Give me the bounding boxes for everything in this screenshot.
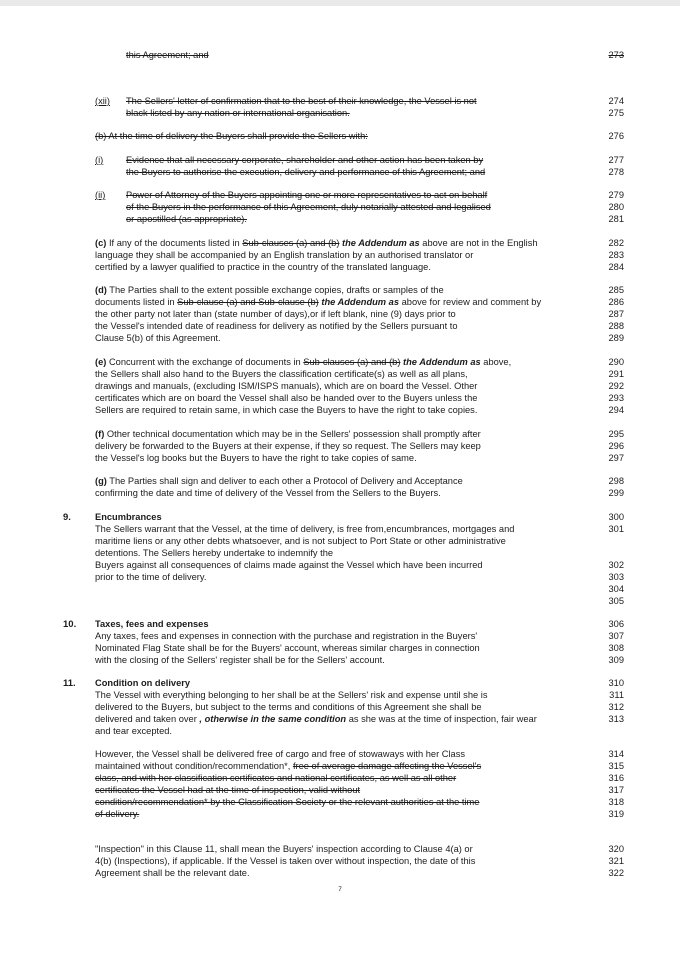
text-segment: drawings and manuals, (excluding ISM/ISPS manuals), which are on board the Vessel. Other: [95, 381, 478, 391]
line-number: 286: [608, 297, 624, 307]
line-number: 292: [608, 381, 624, 391]
text-line: [95, 441, 481, 453]
line-number: 284: [608, 262, 624, 272]
text-line: [126, 50, 209, 62]
text-line: [95, 726, 172, 738]
text-segment: of delivery.: [95, 809, 140, 819]
text-line: [95, 131, 368, 143]
line-number: 318: [608, 797, 624, 807]
line-number: 305: [608, 596, 624, 606]
text-segment: maintained without condition/recommendation*,: [95, 761, 293, 771]
text-segment: (b) At the time of delivery the Buyers shall provide the Sellers with:: [95, 131, 368, 141]
text-segment: "Inspection" in this Clause 11, shall mean the Buyers' inspection according to Clause 4(a) or: [95, 844, 473, 854]
text-line: [126, 190, 487, 202]
text-segment: Sub-clauses (a) and (b): [303, 357, 401, 367]
text-line: [95, 369, 468, 381]
text-line: [95, 761, 481, 773]
text-line: [95, 749, 465, 761]
text-segment: Sellers are required to retain same, in which case the Buyers to have the right to take copies.: [95, 405, 478, 415]
text-line: [95, 333, 221, 345]
line-number: 291: [608, 369, 624, 379]
text-line: [95, 548, 333, 560]
text-segment: prior to the time of delivery.: [95, 572, 207, 582]
text-line: [95, 524, 514, 536]
line-number: 287: [608, 309, 624, 319]
line-number: 296: [608, 441, 624, 451]
text-segment: The Parties shall to the extent possible exchange copies, drafts or samples of the: [106, 285, 444, 295]
text-segment: the Addendum as: [339, 238, 420, 248]
text-segment: (e): [95, 357, 107, 367]
text-segment: and tear excepted.: [95, 726, 173, 736]
text-line: [95, 773, 456, 785]
line-number: 276: [608, 131, 624, 141]
text-segment: , otherwise in the same condition: [199, 714, 347, 724]
text-line: [95, 714, 537, 726]
text-line: [95, 643, 480, 655]
text-line: [95, 405, 477, 417]
text-line: [95, 868, 250, 880]
text-segment: the Buyers to authorise the execution, delivery and performance of this Agreement; and: [126, 167, 486, 177]
line-number: 281: [608, 214, 624, 224]
line-number: 310: [608, 678, 624, 688]
text-segment: of the Buyers in the performance of this Agreement, duly notarially attested and legalised: [126, 202, 491, 212]
text-segment: Agreement shall be the relevant date.: [95, 868, 250, 878]
text-line: [95, 476, 463, 488]
text-segment: above are not in the English: [419, 238, 538, 248]
text-line: [95, 797, 479, 809]
text-line: [95, 785, 360, 797]
text-segment: Evidence that all necessary corporate, shareholder and other action has been taken by: [126, 155, 484, 165]
text-line: [95, 453, 417, 465]
text-segment: Sub-clause (a) and Sub-clause (b): [177, 297, 319, 307]
text-line: [95, 262, 431, 274]
text-line: [95, 856, 475, 868]
text-line: [95, 190, 105, 202]
text-segment: black listed by any nation or international organisation.: [126, 108, 350, 118]
text-segment: or apostilled (as appropriate).: [126, 214, 247, 224]
line-number: 275: [608, 108, 624, 118]
text-segment: language they shall be accompanied by an English translation by an authorised translator or: [95, 250, 474, 260]
text-line: [95, 238, 538, 250]
text-segment: the Vessel's intended date of readiness for delivery as notified by the Sellers pursuant to: [95, 321, 458, 331]
text-segment: Nominated Flag State shall be for the Buyers' account, whereas similar charges in connection: [95, 643, 480, 653]
text-line: [95, 655, 385, 667]
text-segment: this Agreement; and: [126, 50, 209, 60]
text-segment: The Sellers' letter of confirmation that to the best of their knowledge, the Vessel is not: [126, 96, 477, 106]
text-segment: However, the Vessel shall be delivered free of cargo and free of stowaways with her Class: [95, 749, 466, 759]
text-line: [95, 309, 456, 321]
text-segment: (ii): [95, 190, 106, 200]
text-segment: delivery be forwarded to the Buyers at their expense, if they so request. The Sellers may keep: [95, 441, 481, 451]
text-line: [95, 321, 458, 333]
line-number: 322: [608, 868, 624, 878]
text-segment: (xii): [95, 96, 110, 106]
text-segment: The Vessel with everything belonging to her shall be at the Sellers' risk and expense until she is: [95, 690, 488, 700]
text-segment: Any taxes, fees and expenses in connection with the purchase and registration in the Buyers': [95, 631, 478, 641]
line-number: 301: [608, 524, 624, 534]
line-number: 273: [608, 50, 624, 60]
text-segment: documents listed in: [95, 297, 178, 307]
line-number: 288: [608, 321, 624, 331]
text-line: [95, 560, 483, 572]
text-segment: the Addendum as: [318, 297, 400, 307]
line-number: 317: [608, 785, 624, 795]
text-segment: the Addendum as: [400, 357, 481, 367]
line-number: 295: [608, 429, 624, 439]
line-number: 309: [608, 655, 624, 665]
line-number: 294: [608, 405, 624, 415]
text-line: [95, 155, 103, 167]
text-line: [126, 108, 350, 120]
text-line: [126, 167, 485, 179]
text-segment: certified by a lawyer qualified to practice in the country of the translated language.: [95, 262, 431, 272]
page-number: 7: [338, 886, 342, 893]
line-number: 303: [608, 572, 624, 582]
text-segment: (c): [95, 238, 107, 248]
text-line: [95, 512, 162, 524]
text-segment: 4(b) (Inspections), if applicable. If the Vessel is taken over without inspection, the date of this: [95, 856, 476, 866]
text-line: [95, 809, 139, 821]
text-line: [95, 702, 482, 714]
text-line: [95, 357, 511, 369]
text-segment: condition/recommendation* by the Classification Society or the relevant authorities at the time: [95, 797, 480, 807]
text-segment: Other technical documentation which may be in the Sellers' possession shall promptly after: [104, 429, 481, 439]
text-line: [95, 678, 190, 690]
text-segment: the Vessel's log books but the Buyers to have the right to take copies of same.: [95, 453, 417, 463]
section-number: 10.: [63, 619, 77, 630]
scan-edge: [0, 0, 680, 6]
line-number: 282: [608, 238, 624, 248]
text-line: [126, 202, 491, 214]
text-segment: maritime liens or any other debts whatsoever, and is not subject to Port State or other administrative: [95, 536, 506, 546]
text-line: [95, 250, 473, 262]
text-segment: with the closing of the Sellers' register shall be for the Sellers' account.: [95, 655, 385, 665]
line-number: 302: [608, 560, 624, 570]
text-line: [95, 844, 473, 856]
text-segment: Condition on delivery: [95, 678, 191, 688]
text-segment: (f): [95, 429, 105, 439]
text-line: [126, 155, 483, 167]
section-number: 11.: [63, 678, 76, 689]
line-number: 320: [608, 844, 624, 854]
text-segment: free of average damage affecting the Vessel's: [292, 761, 482, 771]
text-segment: delivered to the Buyers, but subject to the terms and conditions of this Agreement she shall be: [95, 702, 482, 712]
text-line: [126, 96, 477, 108]
line-number: 297: [608, 453, 624, 463]
text-segment: Taxes, fees and expenses: [95, 619, 209, 629]
line-number: 313: [608, 714, 624, 724]
text-segment: Clause 5(b) of this Agreement.: [95, 333, 221, 343]
text-segment: the other party not later than (state number of days),or if left blank, nine (9) days prior to: [95, 309, 456, 319]
text-segment: (d): [95, 285, 107, 295]
text-line: [126, 214, 247, 226]
text-line: [95, 690, 487, 702]
text-line: [95, 297, 541, 309]
line-number: 319: [608, 809, 624, 819]
line-number: 306: [608, 619, 624, 629]
text-segment: If any of the documents listed in: [106, 238, 243, 248]
text-line: [95, 488, 441, 500]
line-number: 278: [608, 167, 624, 177]
text-segment: Buyers against all consequences of claims made against the Vessel which have been incurred: [95, 560, 483, 570]
text-segment: Encumbrances: [95, 512, 162, 522]
text-line: [95, 429, 481, 441]
line-number: 307: [608, 631, 624, 641]
text-segment: certificates the Vessel had at the time of inspection, valid without: [95, 785, 361, 795]
text-segment: delivered and taken over: [95, 714, 200, 724]
line-number: 300: [608, 512, 624, 522]
line-number: 277: [608, 155, 624, 165]
line-number: 315: [608, 761, 624, 771]
line-number: 321: [608, 856, 624, 866]
line-number: 274: [608, 96, 624, 106]
text-line: [95, 393, 477, 405]
text-segment: certificates which are on board the Vessel shall also be handed over to the Buyers unless the: [95, 393, 478, 403]
line-number: 312: [608, 702, 624, 712]
text-segment: (g): [95, 476, 107, 486]
text-segment: as she was at the time of inspection, fair wear: [346, 714, 537, 724]
text-segment: Concurrent with the exchange of documents in: [106, 357, 304, 367]
line-number: 314: [608, 749, 624, 759]
text-line: [95, 96, 110, 108]
text-segment: (i): [95, 155, 104, 165]
line-number: 283: [608, 250, 624, 260]
text-line: [95, 536, 506, 548]
text-segment: above for review and comment by: [399, 297, 542, 307]
text-line: [95, 572, 206, 584]
line-number: 316: [608, 773, 624, 783]
line-number: 289: [608, 333, 624, 343]
line-number: 293: [608, 393, 624, 403]
line-number: 285: [608, 285, 624, 295]
text-segment: Power of Attorney of the Buyers appointing one or more representatives to act on behalf: [126, 190, 488, 200]
line-number: 279: [608, 190, 624, 200]
line-number: 311: [609, 690, 624, 700]
text-segment: above,: [480, 357, 512, 367]
line-number: 299: [608, 488, 624, 498]
text-segment: Sub-clauses (a) and (b): [242, 238, 340, 248]
text-segment: the Sellers shall also hand to the Buyers the classification certificate(s) as well as all plans,: [95, 369, 468, 379]
text-segment: detentions. The Sellers hereby undertake to indemnify the: [95, 548, 334, 558]
section-number: 9.: [63, 512, 71, 523]
text-line: [95, 381, 477, 393]
text-segment: The Sellers warrant that the Vessel, at the time of delivery, is free from,encumbrances, mortgages and: [95, 524, 515, 534]
line-number: 298: [608, 476, 624, 486]
text-line: [95, 631, 477, 643]
text-line: [95, 285, 444, 297]
line-number: 280: [608, 202, 624, 212]
text-segment: class, and with her classification certificates and national certificates, as well as all other: [95, 773, 457, 783]
text-segment: The Parties shall sign and deliver to each other a Protocol of Delivery and Acceptance: [106, 476, 463, 486]
line-number: 308: [608, 643, 624, 653]
text-segment: confirming the date and time of delivery of the Vessel from the Sellers to the Buyers.: [95, 488, 441, 498]
line-number: 290: [608, 357, 624, 367]
line-number: 304: [608, 584, 624, 594]
text-line: [95, 619, 209, 631]
